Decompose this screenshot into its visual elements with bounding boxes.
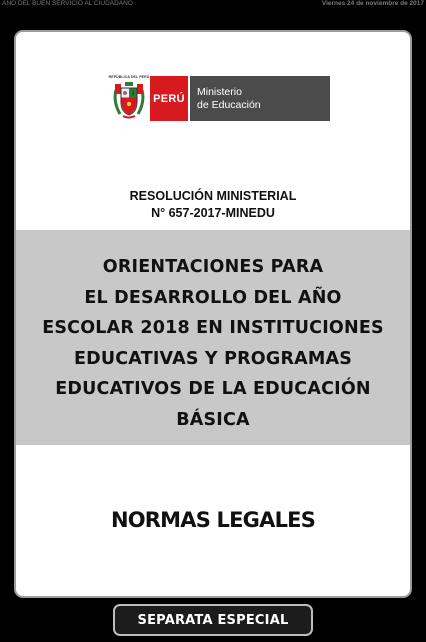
header-date: Viernes 24 de noviembre de 2017 (321, 0, 424, 7)
title-line: EDUCATIVOS DE LA EDUCACIÓN (55, 379, 371, 399)
title-line: EL DESARROLLO DEL AÑO (84, 287, 342, 308)
title-band (16, 230, 410, 445)
resolution-type: RESOLUCIÓN MINISTERIAL (129, 189, 297, 203)
section-heading: NORMAS LEGALES (110, 508, 316, 532)
title-line: ORIENTACIONES PARA (102, 257, 324, 277)
title-line: ESCOLAR 2018 EN INSTITUCIONES (42, 318, 384, 338)
ministry-logo (108, 75, 346, 121)
ministry-line-1: Ministerio (197, 86, 242, 98)
resolution-number: N° 657-2017-MINEDU (151, 206, 275, 220)
coat-of-arms-icon (108, 75, 150, 120)
shield-caption: REPÚBLICA DEL PERÚ (108, 75, 150, 79)
cover-card (14, 30, 412, 598)
separata-tab: SEPARATA ESPECIAL (113, 604, 313, 636)
document-title (16, 252, 410, 435)
resolution-heading (16, 188, 410, 222)
ministry-badge (189, 76, 330, 121)
header-strip (0, 0, 426, 12)
title-line: BÁSICA (176, 409, 250, 430)
country-badge: PERÚ (150, 76, 188, 121)
ministry-line-2: de Educación (197, 98, 261, 111)
header-left-text: AÑO DEL BUEN SERVICIO AL CIUDADANO (2, 0, 133, 7)
title-line: EDUCATIVAS Y PROGRAMAS (73, 348, 353, 369)
